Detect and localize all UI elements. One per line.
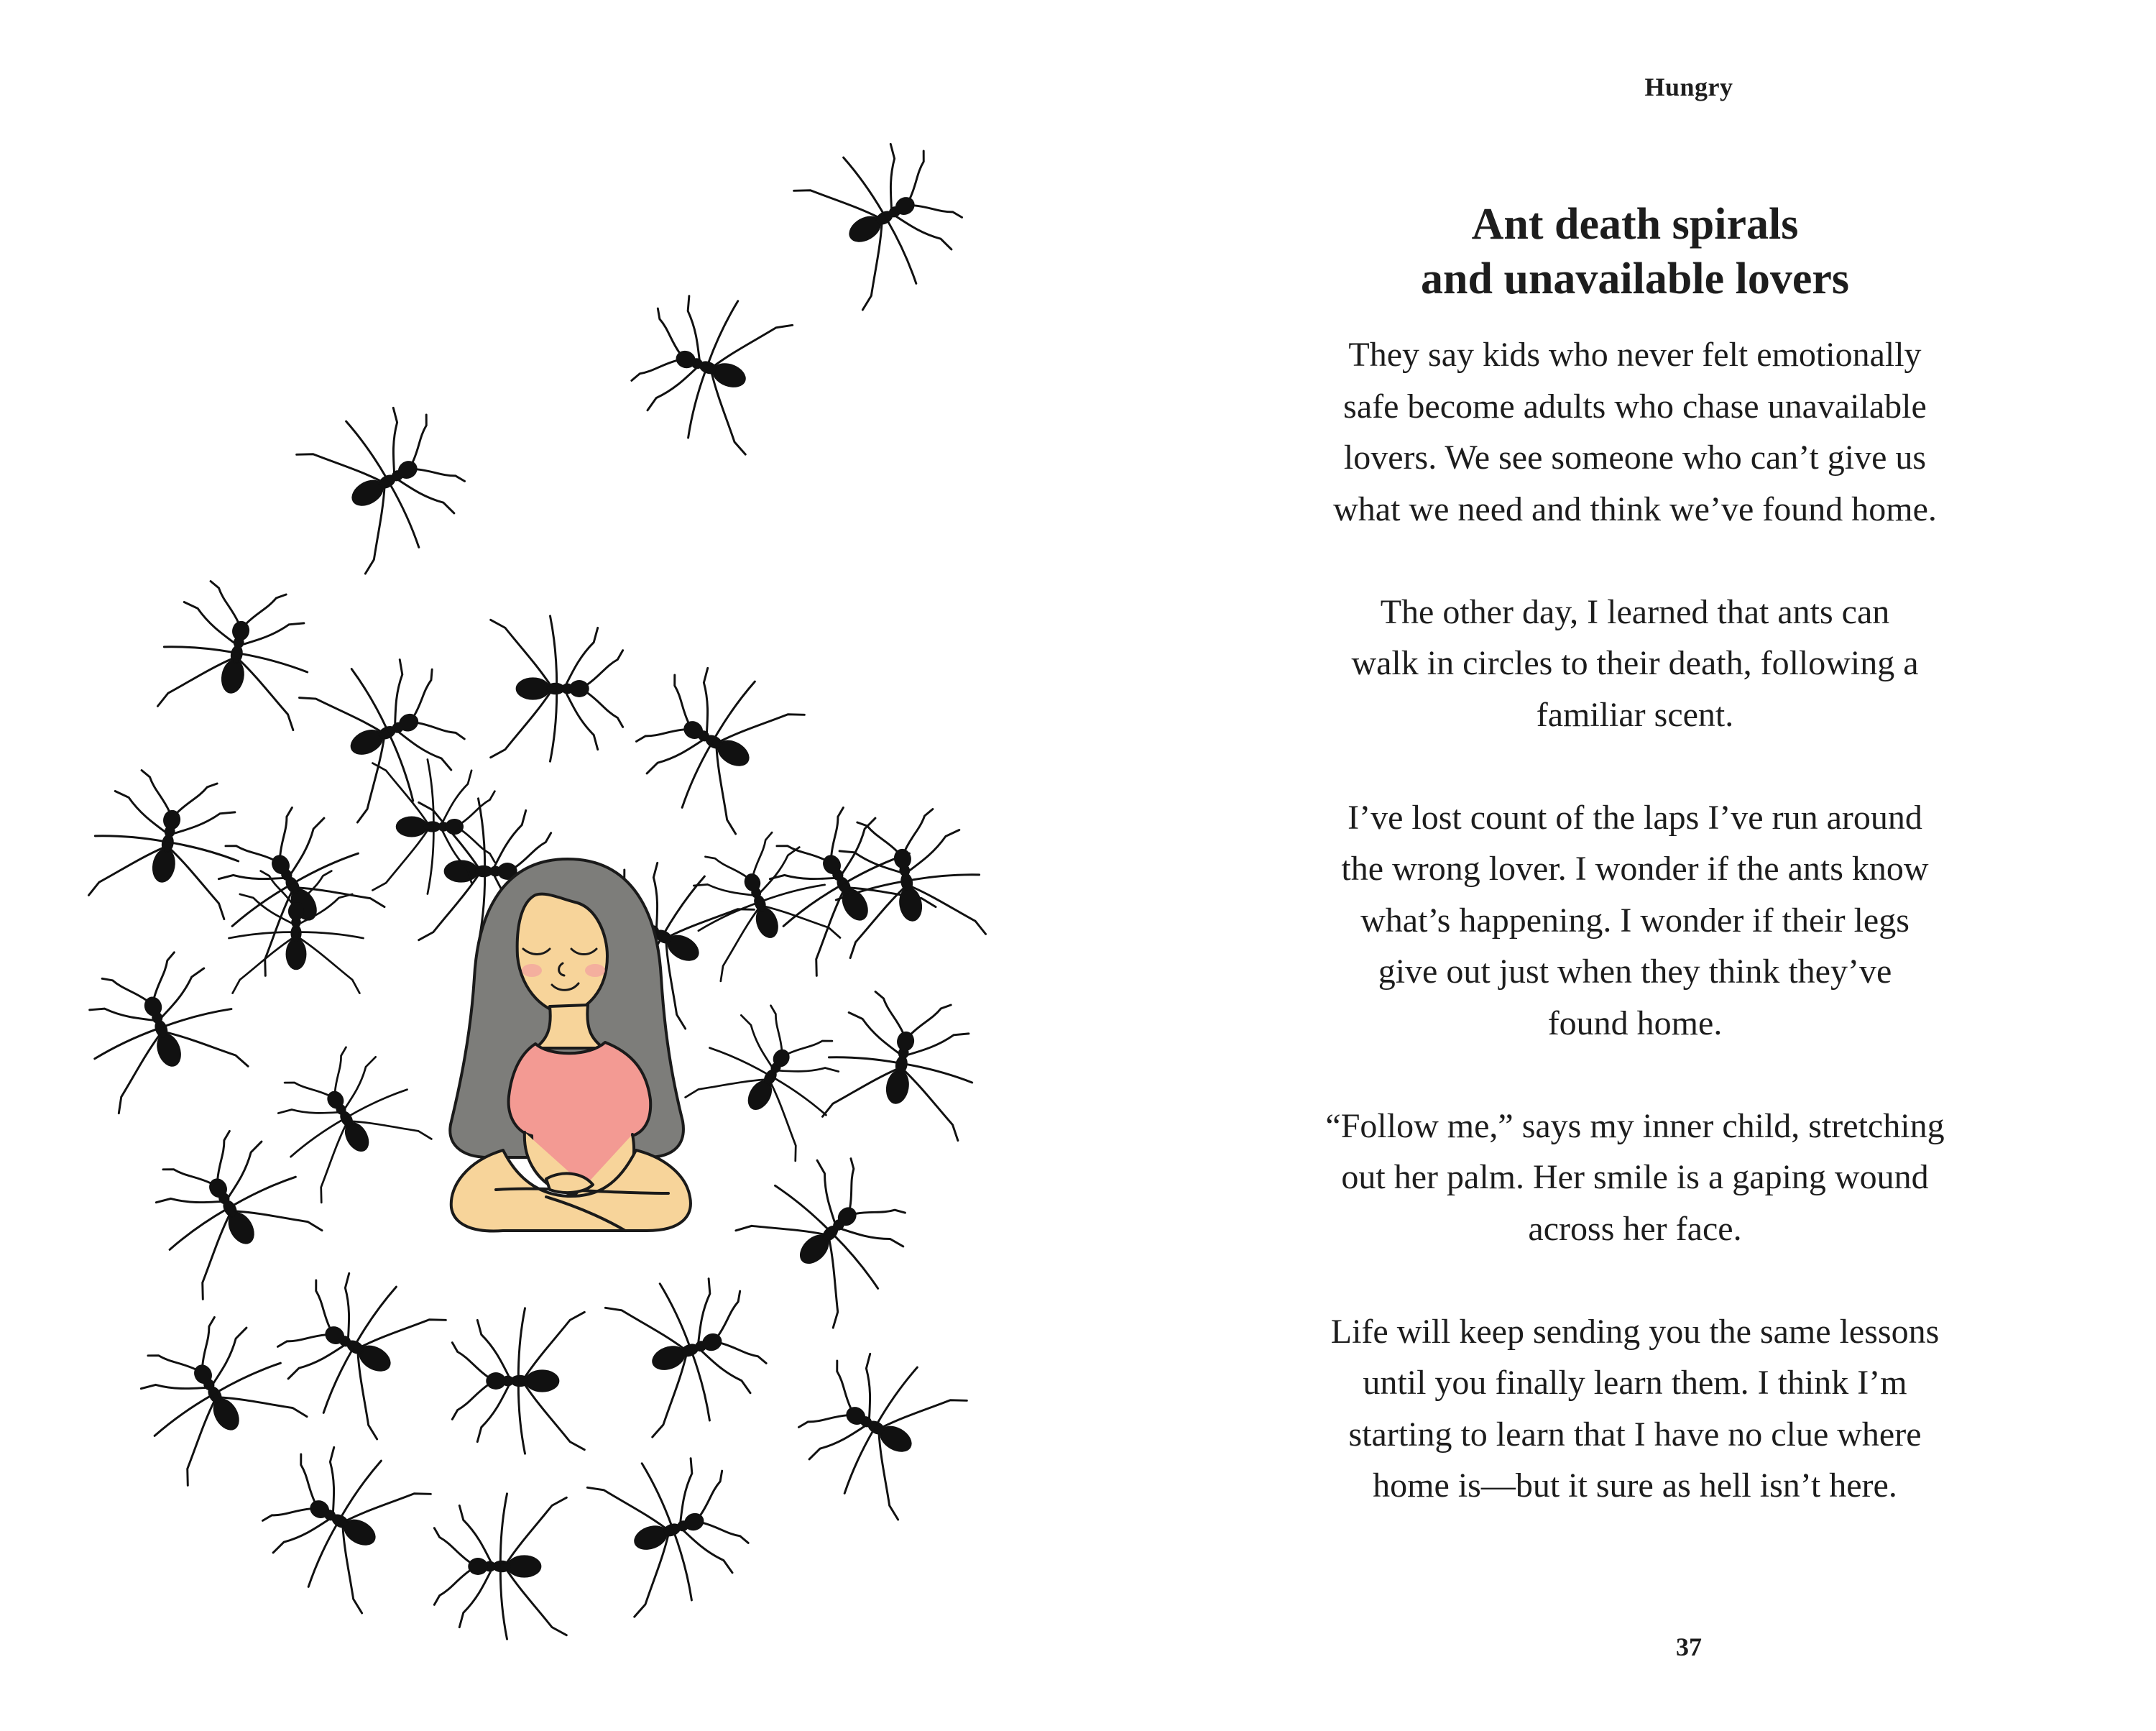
text-line: Life will keep sending you the same lessons <box>1330 1312 1940 1351</box>
text-line: across her face. <box>1528 1209 1742 1248</box>
text-line: “Follow me,” says my inner child, stretching <box>1325 1106 1945 1145</box>
text-line: starting to learn that I have no clue where <box>1348 1415 1922 1454</box>
text-line: home is—but it sure as hell isn’t here. <box>1373 1466 1897 1505</box>
text-line: I’ve lost count of the laps I’ve run around <box>1348 798 1922 837</box>
body-text <box>1265 329 2005 1563</box>
paragraph-2 <box>1265 587 2005 741</box>
text-line: the wrong lover. I wonder if the ants know <box>1341 850 1929 888</box>
text-line: They say kids who never felt emotionally <box>1348 336 1922 374</box>
paragraph-1 <box>1265 329 2005 535</box>
running-head: Hungry <box>1644 73 1733 101</box>
text-line: out her palm. Her smile is a gaping wound <box>1341 1158 1929 1196</box>
text-line: until you finally learn them. I think I’m <box>1363 1364 1907 1402</box>
paragraph-4 <box>1265 1101 2005 1255</box>
meditating-girl-figure <box>450 859 691 1231</box>
text-line: what’s happening. I wonder if their legs <box>1360 901 1909 940</box>
title-line: and unavailable lovers <box>1421 254 1849 303</box>
paragraph-5 <box>1265 1306 2005 1512</box>
text-line: what we need and think we’ve found home. <box>1333 490 1937 528</box>
text-line: The other day, I learned that ants can <box>1380 592 1890 631</box>
text-line: familiar scent. <box>1536 695 1734 734</box>
text-line: give out just when they think they’ve <box>1378 952 1892 991</box>
text-line: lovers. We see someone who can’t give us <box>1343 439 1927 477</box>
text-line: found home. <box>1547 1004 1723 1042</box>
chapter-title <box>1294 197 1976 306</box>
title-line: Ant death spirals <box>1471 199 1799 249</box>
text-line: safe become adults who chase unavailable <box>1343 387 1927 426</box>
text-line: walk in circles to their death, following a <box>1351 644 1919 682</box>
page-number: 37 <box>1676 1633 1702 1661</box>
paragraph-3 <box>1265 792 2005 1050</box>
